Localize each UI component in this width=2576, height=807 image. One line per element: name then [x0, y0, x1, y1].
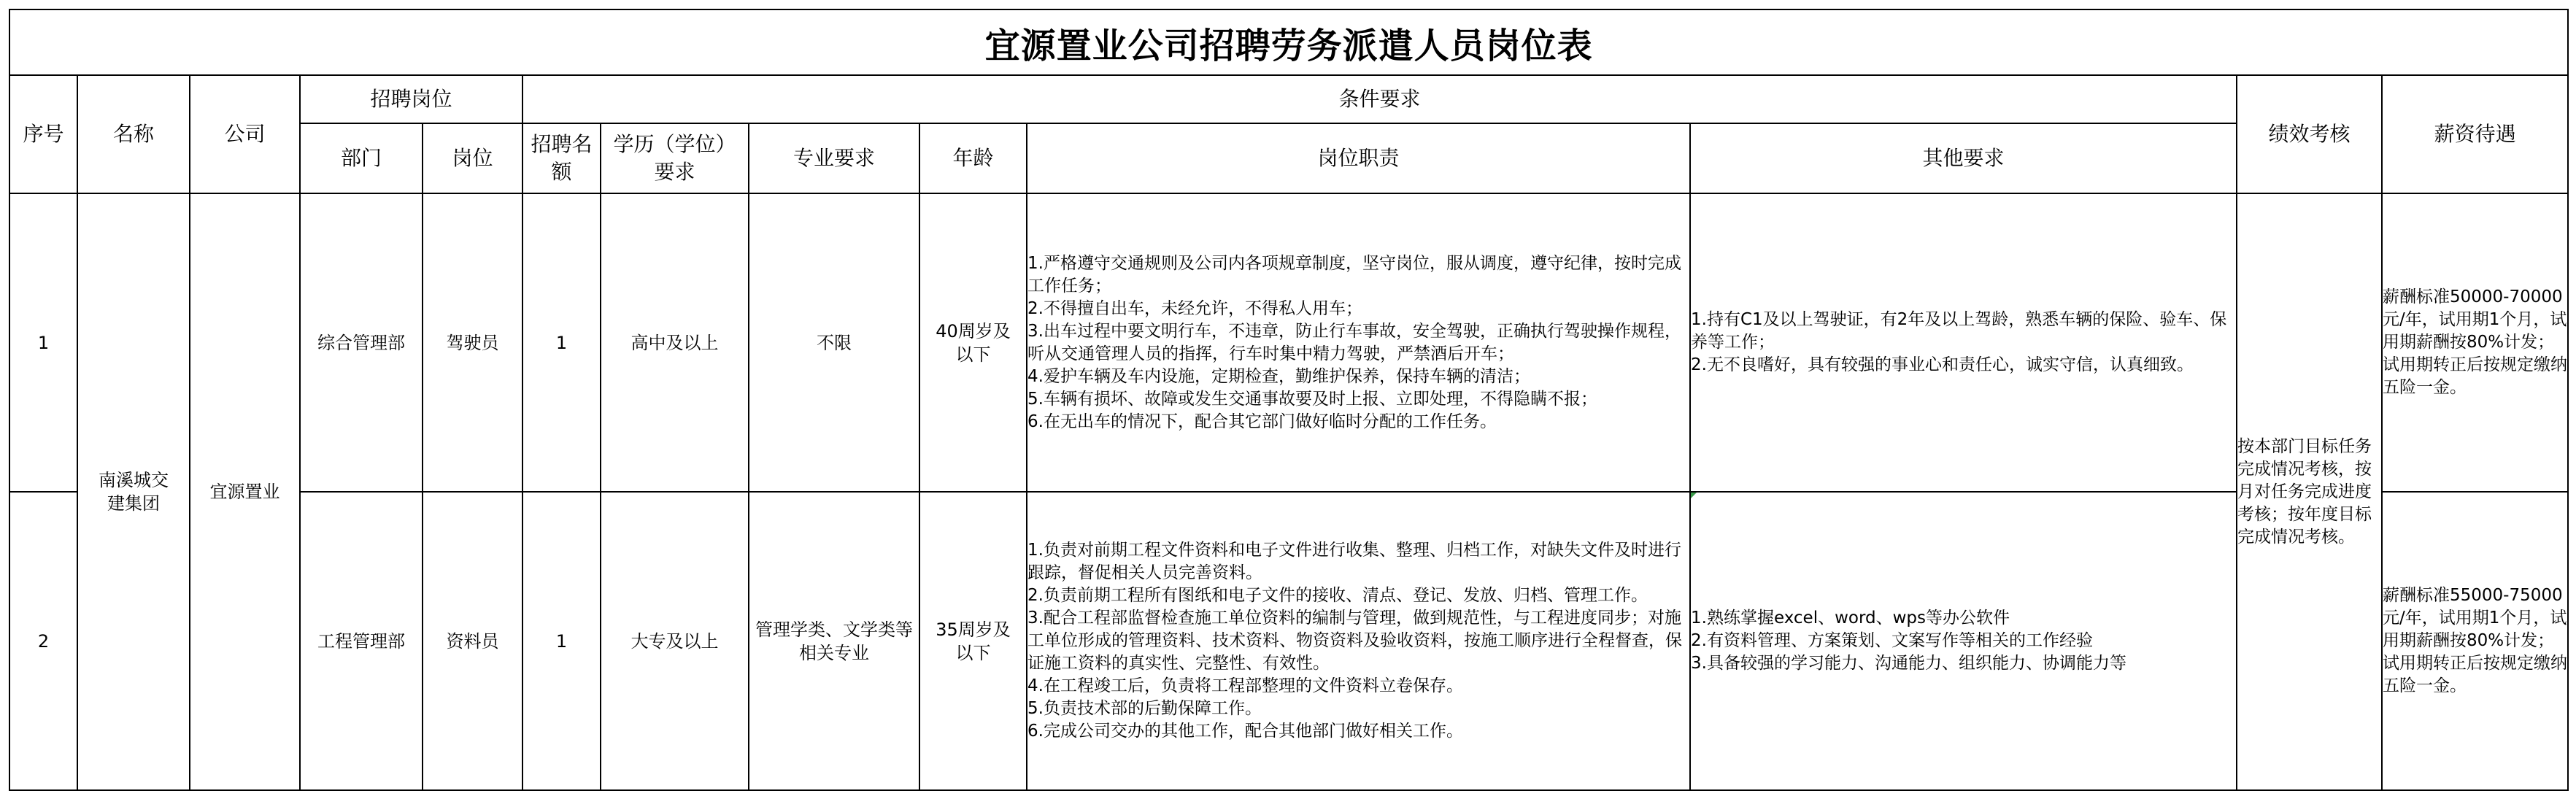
duty-line: 1.严格遵守交通规则及公司内各项规章制度，坚守岗位，服从调度，遵守纪律，按时完成工作任务； [1027, 253, 1681, 296]
row-major: 不限 [749, 193, 919, 492]
header-age: 年龄 [919, 123, 1027, 193]
other-line: 2.有资料管理、方案策划、文案写作等相关的工作经验 [1691, 631, 2093, 650]
row-dept: 工程管理部 [300, 492, 423, 790]
duty-line: 2.不得擅自出车，未经允许，不得私人用车； [1027, 298, 1362, 318]
header-seq: 序号 [9, 75, 77, 193]
header-conditions-group: 条件要求 [522, 75, 2237, 123]
duty-line: 5.车辆有损坏、故障或发生交通事故要及时上报、立即处理，不得隐瞒不报； [1027, 389, 1597, 409]
table-row [9, 492, 2568, 790]
header-name: 名称 [77, 75, 190, 193]
row-education: 大专及以上 [601, 492, 749, 790]
row-position: 驾驶员 [423, 193, 522, 492]
header-quota: 招聘名额 [522, 123, 601, 193]
other-line: 2.无不良嗜好，具有较强的事业心和责任心，诚实守信，认真细致。 [1691, 355, 2194, 374]
table-row [9, 193, 2568, 492]
header-company: 公司 [190, 75, 300, 193]
row-salary: 薪酬标准55000-75000元/年，试用期1个月，试用期薪酬按80%计发；试用期转正后按规定缴纳五险一金。 [2382, 492, 2568, 790]
performance-text: 按本部门目标任务完成情况考核，按月对任务完成进度考核；按年度目标完成情况考核。 [2237, 193, 2382, 790]
row-other [1690, 492, 2237, 790]
row-salary: 薪酬标准50000-70000元/年，试用期1个月，试用期薪酬按80%计发；试用期转正后按规定缴纳五险一金。 [2382, 193, 2568, 492]
header-other: 其他要求 [1690, 123, 2237, 193]
header-salary: 薪资待遇 [2382, 75, 2568, 193]
duty-line: 3.配合工程部监督检查施工单位资料的编制与管理，做到规范性，与工程进度同步；对施工单位形成的管理资料、技术资料、物资资料及验收资料，按施工顺序进行全程督查，保证施工资料的真实性、完整性、有效性。 [1027, 609, 1682, 673]
group-name: 南溪城交建集团 [77, 193, 190, 790]
row-seq: 1 [9, 193, 77, 492]
duty-line: 5.负责技术部的后勤保障工作。 [1027, 699, 1262, 718]
position-table [9, 9, 2569, 791]
header-dept: 部门 [300, 123, 423, 193]
header-position: 岗位 [423, 123, 522, 193]
cell-comment-marker [1691, 493, 1697, 498]
recruitment-sheet [9, 9, 2567, 798]
duty-line: 1.负责对前期工程文件资料和电子文件进行收集、整理、归档工作，对缺失文件及时进行跟踪，督促相关人员完善资料。 [1027, 541, 1681, 582]
row-duties [1027, 193, 1690, 492]
row-age: 35周岁及以下 [919, 492, 1027, 790]
duty-line: 4.爱护车辆及车内设施，定期检查，勤维护保养，保持车辆的清洁； [1027, 366, 1530, 386]
duty-line: 6.完成公司交办的其他工作，配合其他部门做好相关工作。 [1027, 722, 1463, 741]
header-education: 学历（学位）要求 [601, 123, 749, 193]
other-line: 1.熟练掌握excel、word、wps等办公软件 [1691, 609, 2010, 628]
row-other [1690, 193, 2237, 492]
header-major: 专业要求 [749, 123, 919, 193]
row-duties [1027, 492, 1690, 790]
row-seq: 2 [9, 492, 77, 790]
duty-line: 3.出车过程中要文明行车，不违章，防止行车事故，安全驾驶，正确执行驾驶操作规程，听从交通管理人员的指挥，行车时集中精力驾驶，严禁酒后开车； [1027, 321, 1681, 363]
row-dept: 综合管理部 [300, 193, 423, 492]
row-quota: 1 [522, 492, 601, 790]
other-line: 3.具备较强的学习能力、沟通能力、组织能力、协调能力等 [1691, 654, 2126, 673]
page-title: 宜源置业公司招聘劳务派遣人员岗位表 [9, 9, 2568, 75]
row-quota: 1 [522, 193, 601, 492]
duty-line: 4.在工程竣工后，负责将工程部整理的文件资料立卷保存。 [1027, 676, 1463, 695]
row-education: 高中及以上 [601, 193, 749, 492]
row-major: 管理学类、文学类等相关专业 [749, 492, 919, 790]
duty-line: 2.负责前期工程所有图纸和电子文件的接收、清点、登记、发放、归档、管理工作。 [1027, 586, 1648, 605]
company-name: 宜源置业 [190, 193, 300, 790]
other-line: 1.持有C1及以上驾驶证，有2年及以上驾龄，熟悉车辆的保险、验车、保养等工作； [1691, 310, 2227, 352]
header-performance: 绩效考核 [2237, 75, 2382, 193]
header-recruit-group: 招聘岗位 [300, 75, 522, 123]
row-position: 资料员 [423, 492, 522, 790]
header-duties: 岗位职责 [1027, 123, 1690, 193]
duty-line: 6.在无出车的情况下，配合其它部门做好临时分配的工作任务。 [1027, 412, 1497, 431]
row-age: 40周岁及以下 [919, 193, 1027, 492]
